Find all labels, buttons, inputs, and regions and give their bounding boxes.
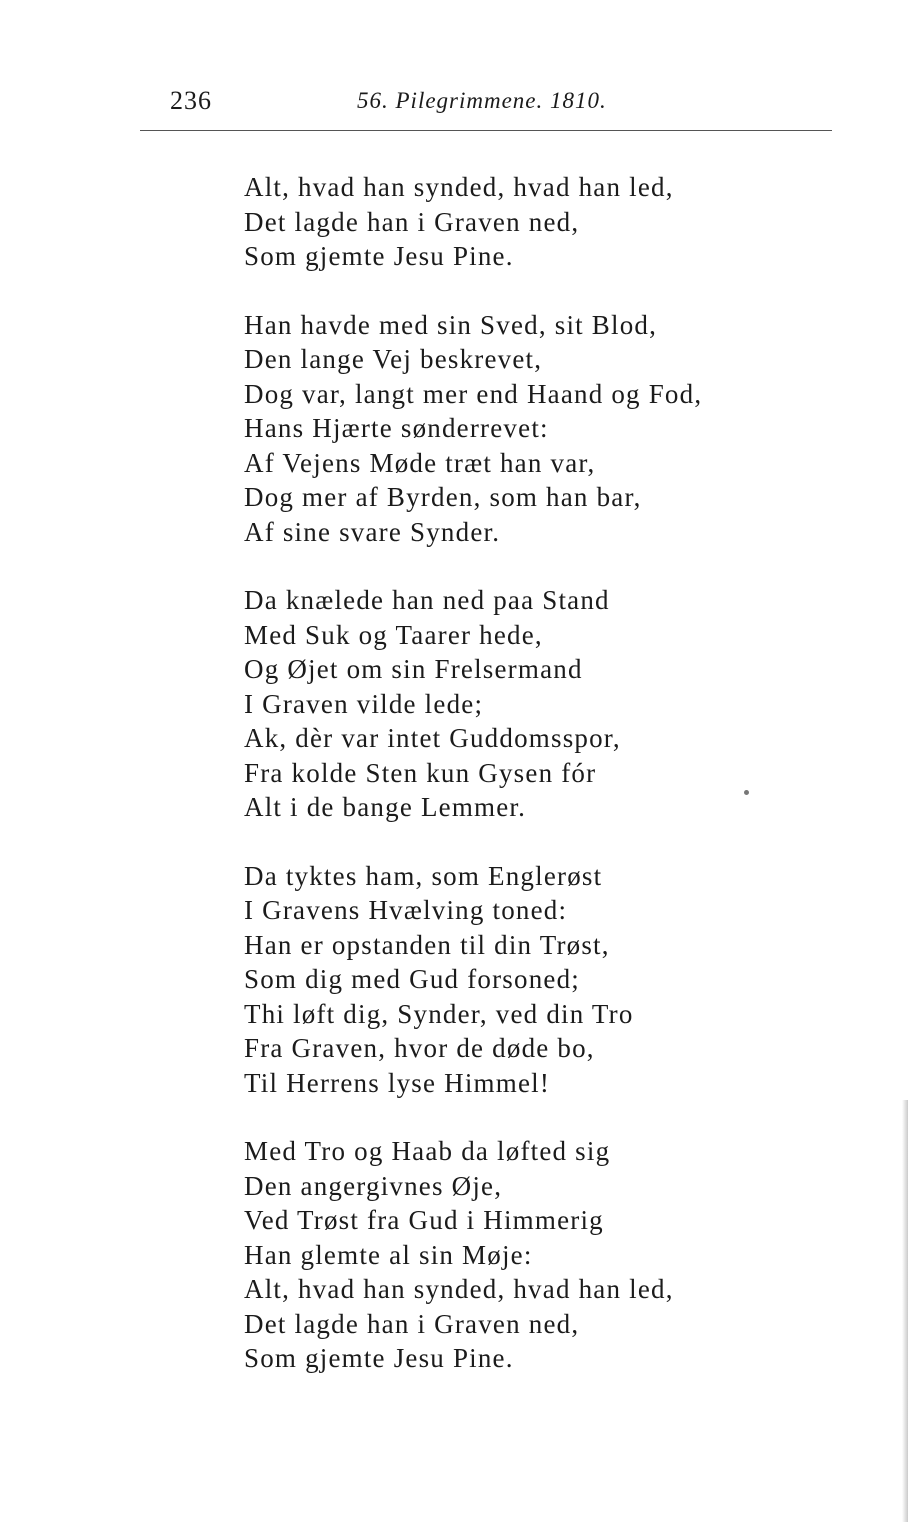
page-number: 236 bbox=[170, 86, 212, 115]
poem-line: Det lagde han i Graven ned, bbox=[244, 206, 580, 237]
poem-line: Alt i de bange Lemmer. bbox=[244, 792, 527, 822]
poem-line: Alt, hvad han synded, hvad han led, bbox=[244, 1274, 674, 1304]
poem-line: Fra kolde Sten kun Gysen fór bbox=[244, 757, 597, 788]
poem-line: Ved Trøst fra Gud i Himmerig bbox=[244, 1205, 604, 1235]
page-header bbox=[0, 86, 908, 120]
poem-line: Han glemte al sin Møje: bbox=[244, 1239, 533, 1270]
stanza-3 bbox=[244, 583, 864, 825]
poem bbox=[244, 170, 864, 1410]
poem-line: Ak, dèr var intet Guddomsspor, bbox=[244, 723, 621, 753]
poem-line: Da tyktes ham, som Englerøst bbox=[244, 860, 603, 891]
poem-line: Af sine svare Synder. bbox=[244, 516, 501, 547]
poem-line: Alt, hvad han synded, hvad han led, bbox=[244, 172, 674, 202]
stanza-4 bbox=[244, 859, 864, 1101]
poem-line: Med Suk og Taarer hede, bbox=[244, 619, 543, 650]
poem-line: Da knælede han ned paa Stand bbox=[244, 585, 610, 615]
poem-line: Den lange Vej beskrevet, bbox=[244, 344, 543, 374]
poem-line: Hans Hjærte sønderrevet: bbox=[244, 413, 549, 443]
poem-line: Fra Graven, hvor de døde bo, bbox=[244, 1033, 595, 1063]
poem-line: I Graven vilde lede; bbox=[244, 688, 484, 719]
poem-line: I Gravens Hvælving toned: bbox=[244, 895, 568, 925]
poem-line: Han er opstanden til din Trøst, bbox=[244, 929, 610, 960]
page-edge-shadow bbox=[902, 1100, 908, 1522]
poem-line: Med Tro og Haab da løfted sig bbox=[244, 1136, 611, 1166]
poem-line: Dog mer af Byrden, som han bar, bbox=[244, 482, 642, 512]
poem-line: Det lagde han i Graven ned, bbox=[244, 1308, 580, 1339]
poem-line: Han havde med sin Sved, sit Blod, bbox=[244, 309, 658, 340]
paper-speck bbox=[744, 790, 749, 795]
poem-line: Dog var, langt mer end Haand og Fod, bbox=[244, 378, 703, 409]
poem-line: Thi løft dig, Synder, ved din Tro bbox=[244, 998, 634, 1029]
poem-line: Og Øjet om sin Frelsermand bbox=[244, 654, 583, 684]
running-title: 56. Pilegrimmene. 1810. bbox=[357, 88, 607, 113]
header-rule bbox=[140, 130, 832, 131]
poem-line: Af Vejens Møde træt han var, bbox=[244, 447, 596, 478]
poem-line: Som dig med Gud forsoned; bbox=[244, 964, 580, 994]
poem-line: Til Herrens lyse Himmel! bbox=[244, 1067, 551, 1098]
stanza-2 bbox=[244, 308, 864, 550]
poem-line: Som gjemte Jesu Pine. bbox=[244, 241, 514, 271]
stanza-1 bbox=[244, 170, 864, 274]
stanza-5 bbox=[244, 1134, 864, 1376]
poem-line: Den angergivnes Øje, bbox=[244, 1170, 503, 1201]
poem-line: Som gjemte Jesu Pine. bbox=[244, 1343, 514, 1373]
